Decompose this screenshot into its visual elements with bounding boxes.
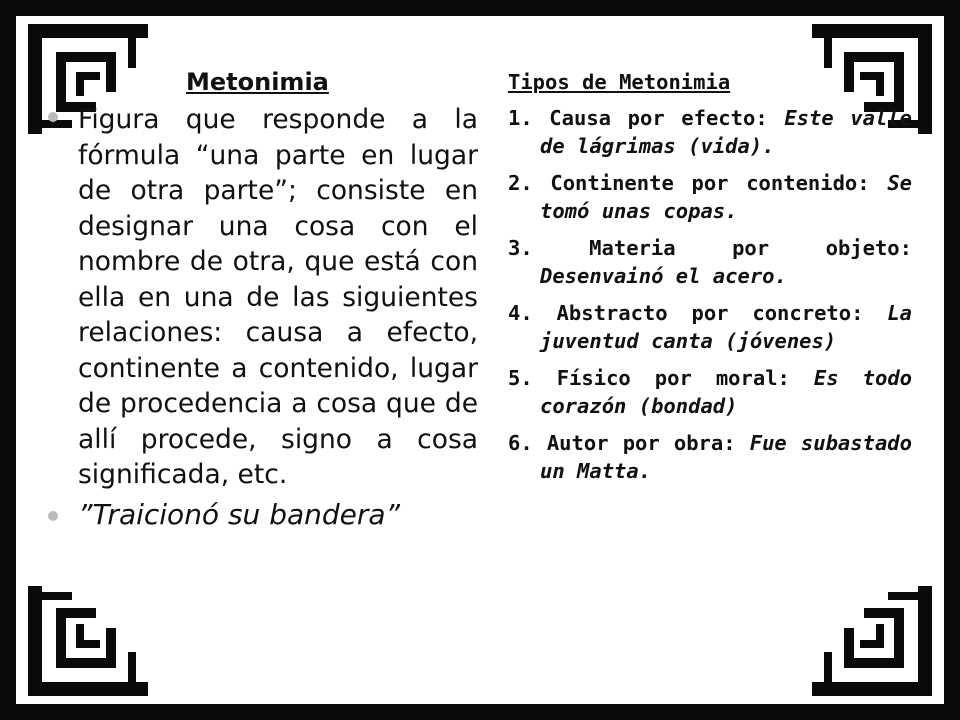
type-item-6 <box>508 429 912 485</box>
greek-key-ornament-icon <box>28 586 148 696</box>
type-item-2 <box>508 169 912 225</box>
type-label: 4. Abstracto por concreto: <box>508 301 864 325</box>
type-example: Desenvainó el acero. <box>540 264 787 288</box>
definition-text <box>78 102 478 493</box>
greek-key-ornament-icon <box>812 586 932 696</box>
types-title: Tipos de Metonimia <box>508 70 731 94</box>
definition-content: Figura que responde a la fórmula “una parte en lugar de otra parte”; consiste en designar una cosa con el nombre de otra, que está con ella en una de las siguientes relaciones: causa a efecto, continente a contenido, lugar de procedencia a cosa que de allí procede, signo a cosa significada, etc. <box>78 104 478 490</box>
type-item-4 <box>508 299 912 355</box>
example-quote <box>78 497 478 533</box>
definition-column <box>78 68 478 533</box>
example-text: ”Traicionó su bandera” <box>78 497 401 531</box>
type-label: 3. Materia por objeto: <box>508 236 912 260</box>
type-label: 2. Continente por contenido: <box>508 171 870 195</box>
type-item-3 <box>508 234 912 290</box>
section-title: Metonimia <box>186 68 329 96</box>
bullet-icon <box>48 511 58 521</box>
types-column <box>508 68 912 494</box>
type-example: La juventud canta (jóvenes) <box>540 301 912 353</box>
type-label: 5. Físico por moral: <box>508 366 790 390</box>
type-item-5 <box>508 364 912 420</box>
type-item-1 <box>508 104 912 160</box>
bullet-icon <box>48 112 58 122</box>
content-panel <box>16 16 944 704</box>
type-example: Es todo corazón (bondad) <box>540 366 912 418</box>
type-label: 1. Causa por efecto: <box>508 106 768 130</box>
type-example: Se tomó unas copas. <box>540 171 913 223</box>
type-label: 6. Autor por obra: <box>508 431 736 455</box>
type-example: Fue subastado un Matta. <box>540 431 912 483</box>
type-example: Este valle de lágrimas (vida). <box>540 106 913 158</box>
